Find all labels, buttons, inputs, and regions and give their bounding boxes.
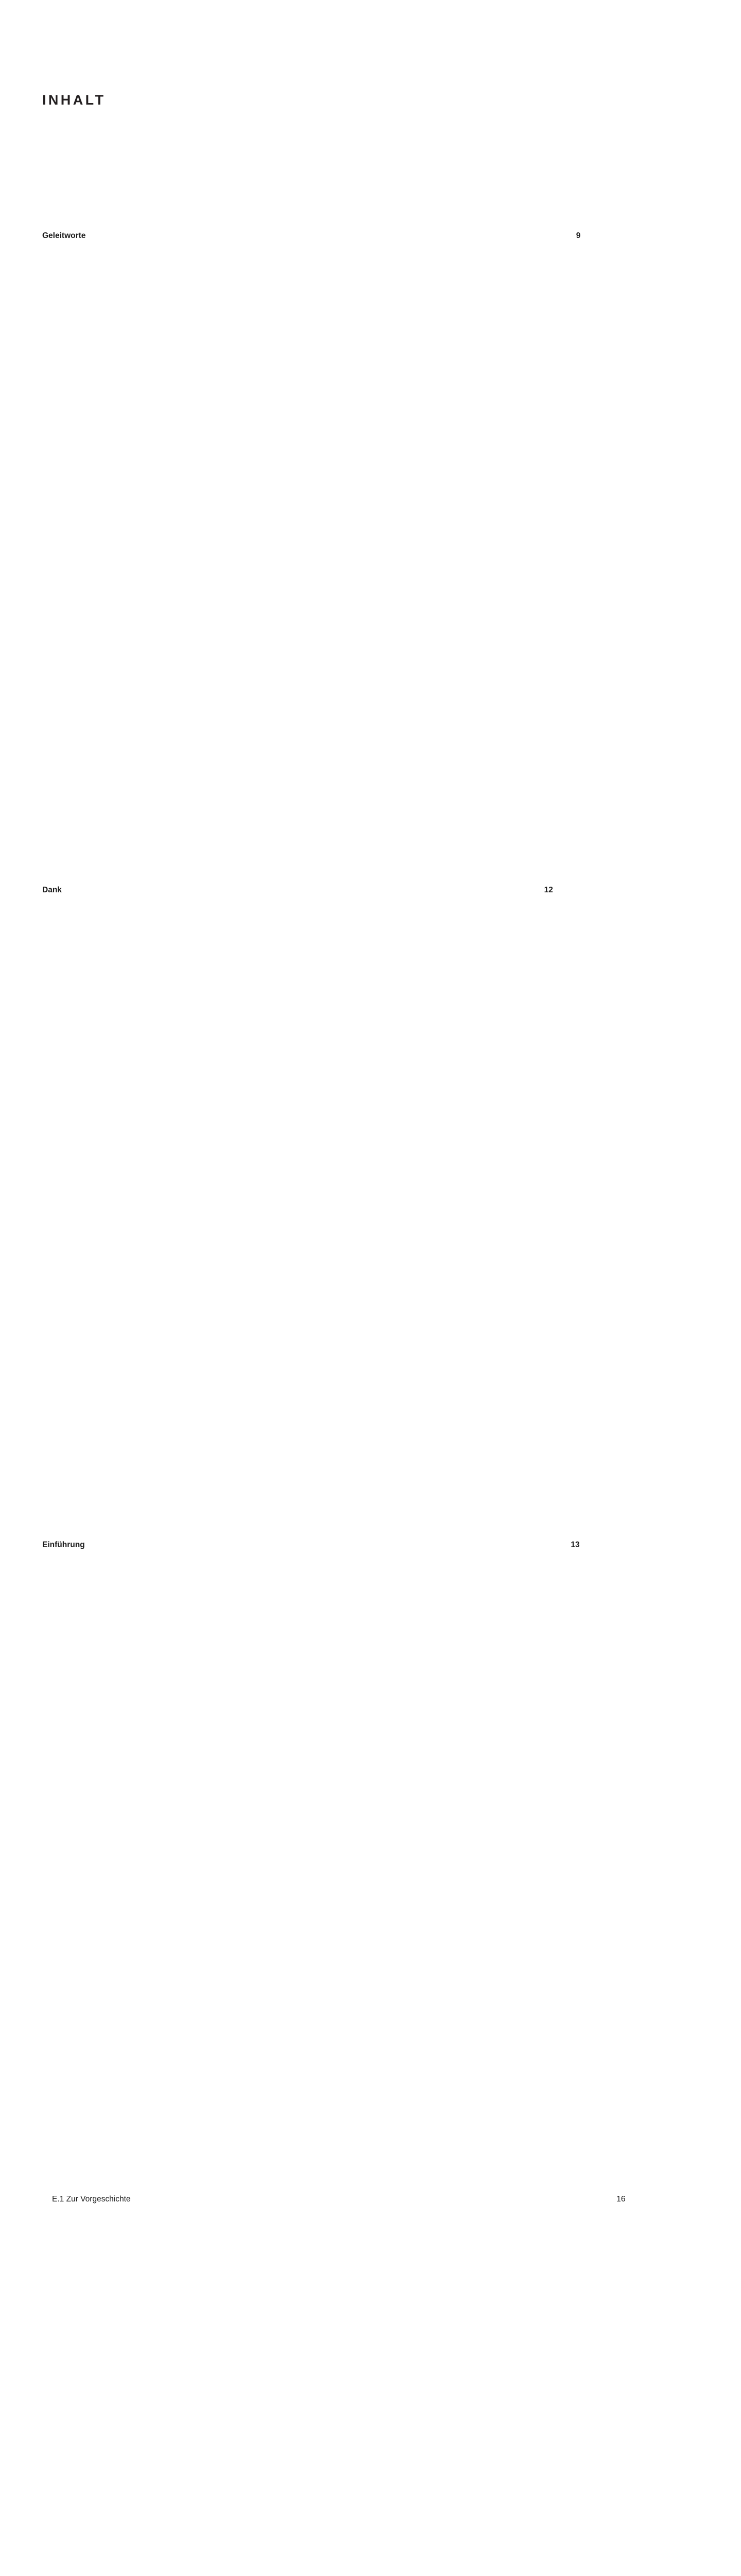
page-title: INHALT [42,93,106,107]
front-matter-group [42,230,426,2194]
toc-entry-label: E.1 Zur Vorgeschichte [52,2194,133,2205]
toc-entry-label: Geleitworte [42,230,88,241]
toc-entry-label: Einführung [42,1539,88,1550]
toc-list [42,230,426,2576]
toc-entry-dank[interactable] [42,885,426,1539]
toc-page [0,0,490,654]
toc-entry-page: 9 [90,230,580,885]
toc-entry-page: 16 [135,2194,626,2576]
toc-entry-page: 13 [90,1539,580,2194]
toc-entry-page: 12 [63,885,553,1539]
toc-entry-label: Dank [42,885,62,895]
toc-entry-einfuehrung[interactable] [42,1539,426,2194]
toc-entry-geleitworte[interactable] [42,230,426,885]
toc-entry-e1[interactable] [52,2194,426,2576]
